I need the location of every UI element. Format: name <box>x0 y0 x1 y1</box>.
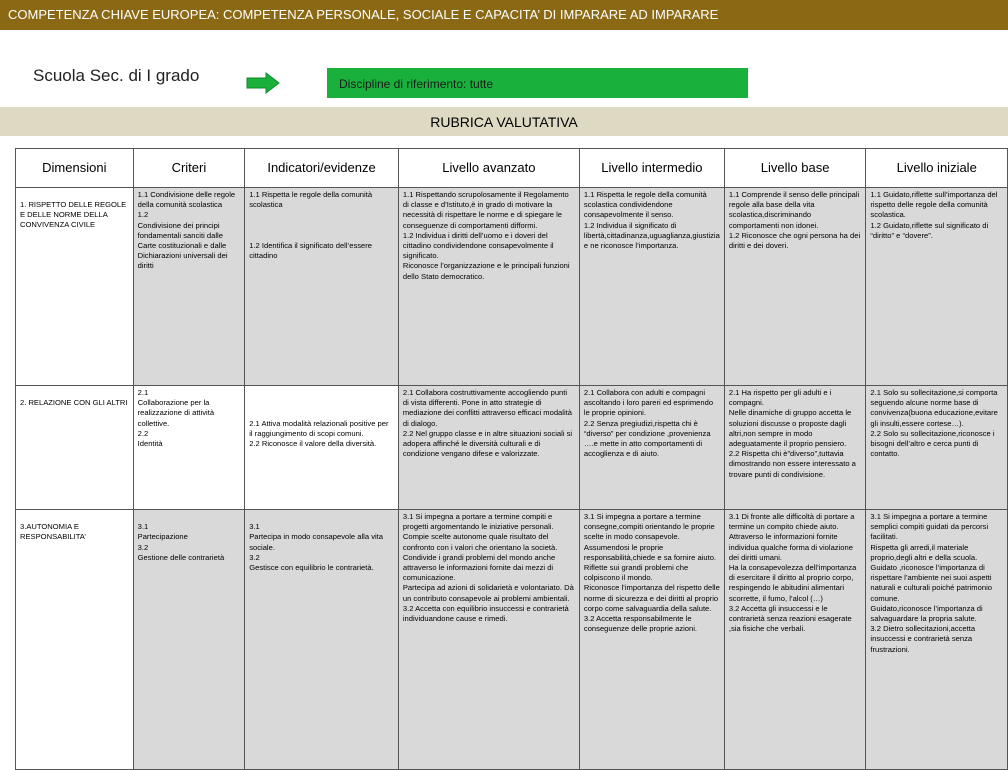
initial-level-cell: 2.1 Solo su sollecitazione,si comporta seguendo alcune norme base di convivenza(buona educazione,evitare gli insulti,essere cortese…). 2.2 Solo su sollecitazione,riconosce i bisogni dell’altro e cerca punti di contatto. <box>866 386 1008 510</box>
column-header: Livello iniziale <box>866 149 1008 188</box>
intermediate-level-cell: 3.1 Si impegna a portare a termine consegne,compiti orientando le proprie scelte in modo consapevole. Assumendosi le proprie responsabilità,chiede e sa fornire aiuto. Riflette sui grandi problemi che colpiscono il mondo. Riconosce l’importanza del rispetto delle norme di sicurezza e dei diritti al proprio corpo come salvaguardia della salute. 3.2 Accetta responsabilmente le conseguenze delle proprie azioni. <box>579 510 724 770</box>
indicators-cell: 3.1 Partecipa in modo consapevole alla vita sociale. 3.2 Gestisce con equilibrio le contrarietà. <box>245 510 399 770</box>
dimension-cell: 3.AUTONOMIA E RESPONSABILITA’ <box>16 510 134 770</box>
table-row <box>16 386 1008 510</box>
criteria-cell: 1.1 Condivisione delle regole della comunità scolastica 1.2 Condivisione dei principi fondamentali sanciti dalle Carte costituzionali e dalle Dichiarazioni universali dei diritti <box>133 188 245 386</box>
table-row <box>16 188 1008 386</box>
disciplines-label: Discipline di riferimento: tutte <box>339 77 494 91</box>
advanced-level-cell: 3.1 Si impegna a portare a termine compiti e progetti argomentando le iniziative personali. Compie scelte autonome quale risultato del confronto con i valori che orientano la società. Condivide i grandi problemi del mondo anche attraverso le informazioni fornite dai mezzi di comunicazione. Partecipa ad azioni di solidarietà e volontariato. Dà un contributo consapevole ai problemi ambientali. 3.2 Accetta con equilibrio insuccessi e contrarietà individuandone cause e rimedi. <box>398 510 579 770</box>
base-level-cell: 3.1 Di fronte alle difficoltà di portare a termine un compito chiede aiuto. Attraverso le informazioni fornite individua qualche forma di violazione dei diritti umani. Ha la consapevolezza dell’importanza di esercitare il diritto al proprio corpo, respingendo le abitudini alimentari scorrette, il fumo, l’alcol (…) 3.2 Accetta gli insuccessi e le contrarietà senza reazioni esagerate ,sia fisiche che verbali. <box>724 510 866 770</box>
disciplines-banner <box>327 68 748 98</box>
dimension-cell: 2. RELAZIONE CON GLI ALTRI <box>16 386 134 510</box>
base-level-cell: 2.1 Ha rispetto per gli adulti e i compagni. Nelle dinamiche di gruppo accetta le soluzioni discusse o proposte dagli altri,non sempre in modo adeguatamente il proprio pensiero. 2.2 Rispetta chi è”diverso”,tuttavia dimostrando non essere interessato a trovare punti di condivisione. <box>724 386 866 510</box>
criteria-cell: 2.1 Collaborazione per la realizzazione di attività collettive. 2.2 Identità <box>133 386 245 510</box>
advanced-level-cell: 1.1 Rispettando scrupolosamente il Regolamento di classe e d’Istituto,è in grado di motivare la necessità di rispettare le norme e di spiegare le conseguenze di comportamenti difformi. 1.2 Individua i diritti dell’uomo e i doveri del cittadino condividendone consapevolmente il significato. Riconosce l’organizzazione e le principali funzioni dello Stato democratico. <box>398 188 579 386</box>
column-header: Livello base <box>724 149 866 188</box>
column-header: Livello intermedio <box>579 149 724 188</box>
criteria-cell: 3.1 Partecipazione 3.2 Gestione delle contrarietà <box>133 510 245 770</box>
indicators-cell: 2.1 Attiva modalità relazionali positive per il raggiungimento di scopi comuni. 2.2 Riconosce il valore della diversità. <box>245 386 399 510</box>
intermediate-level-cell: 1.1 Rispetta le regole della comunità scolastica condividendone consapevolmente il senso. 1.2 Individua il significato di libertà,cittadinanza,uguaglianza,giustizia e ne riconosce l’importanza. <box>579 188 724 386</box>
rubric-title: RUBRICA VALUTATIVA <box>430 114 578 130</box>
column-header: Dimensioni <box>16 149 134 188</box>
column-header: Indicatori/evidenze <box>245 149 399 188</box>
school-label: Scuola Sec. di I grado <box>33 66 200 85</box>
dimension-cell: 1. RISPETTO DELLE REGOLE E DELLE NORME DELLA CONVIVENZA CIVILE <box>16 188 134 386</box>
page-title: COMPETENZA CHIAVE EUROPEA: COMPETENZA PERSONALE, SOCIALE E CAPACITA’ DI IMPARARE AD IMPARARE <box>8 7 719 22</box>
indicators-cell: 1.1 Rispetta le regole della comunità scolastica 1.2 Identifica il significato dell’essere cittadino <box>245 188 399 386</box>
table-row <box>16 510 1008 770</box>
rubric-table <box>15 148 1008 770</box>
intermediate-level-cell: 2.1 Collabora con adulti e compagni ascoltando i loro pareri ed esprimendo le proprie opinioni. 2.2 Senza pregiudizi,rispetta chi è “diverso” per condizione ,provenienza ….e mette in atto comportamenti di accoglienza e di aiuto. <box>579 386 724 510</box>
header-bar <box>0 0 1008 30</box>
column-header: Livello avanzato <box>398 149 579 188</box>
column-header: Criteri <box>133 149 245 188</box>
initial-level-cell: 1.1 Guidato,riflette sull’importanza del rispetto delle regole della comunità scolastica. 1.2 Guidato,riflette sul significato di “diritto” e “dovere”. <box>866 188 1008 386</box>
initial-level-cell: 3.1 Si impegna a portare a termine semplici compiti guidati da percorsi facilitati. Rispetta gli arredi,il materiale proprio,degli altri e della scuola. Guidato ,riconosce l’importanza di rispettare l’ambiente nei suoi aspetti naturali e culturali poiché patrimonio comune. Guidato,riconosce l’importanza di salvaguardare la propria salute. 3.2 Dietro sollecitazioni,accetta insuccessi e contrarietà senza frustrazioni. <box>866 510 1008 770</box>
rubric-bar <box>0 107 1008 136</box>
table-header-row <box>16 149 1008 188</box>
base-level-cell: 1.1 Comprende il senso delle principali regole alla base della vita scolastica,discriminando comportamenti non idonei. 1.2 Riconosce che ogni persona ha dei diritti e dei doveri. <box>724 188 866 386</box>
right-arrow-icon <box>246 72 280 94</box>
advanced-level-cell: 2.1 Collabora costruttivamente accogliendo punti di vista differenti. Pone in atto strategie di mediazione dei conflitti attraverso efficaci modalità di dialogo. 2.2 Nel gruppo classe e in altre situazioni sociali si adopera affinché le diversità culturali e di condizione vengano difese e valorizzate. <box>398 386 579 510</box>
